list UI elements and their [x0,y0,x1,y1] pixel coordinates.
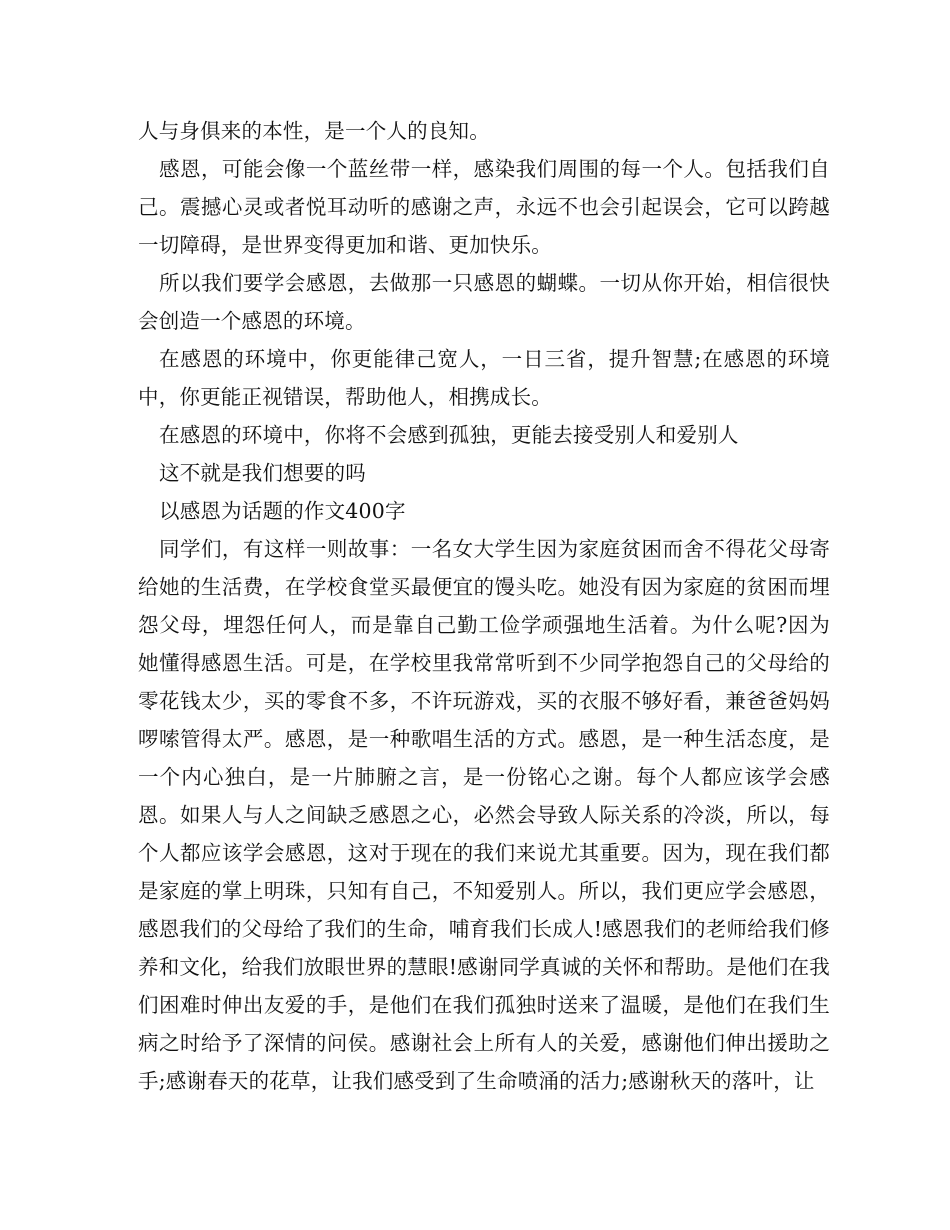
paragraph-6: 这不就是我们想要的吗 [159,461,366,485]
section-heading: 以感恩为话题的作文400字 [159,499,406,523]
paragraph-4: 在感恩的环境中，你更能律己宽人，一日三省，提升智慧;在感恩的环境中，你更能正视错误，帮助他人，相携成长。 [138,347,830,409]
paragraph-1: 人与身俱来的本性，是一个人的良知。 [138,119,490,143]
document-body [138,112,830,1100]
paragraph-5: 在感恩的环境中，你将不会感到孤独，更能去接受别人和爱别人 [159,423,739,447]
paragraph-7: 同学们，有这样一则故事：一名女大学生因为家庭贫困而舍不得花父母寄给她的生活费，在学校食堂买最便宜的馒头吃。她没有因为家庭的贫困而埋怨父母，埋怨任何人，而是靠自己勤工俭学顽强地生活着。为什么呢?因为她懂得感恩生活。可是，在学校里我常常听到不少同学抱怨自己的父母给的零花钱太少，买的零食不多，不许玩游戏，买的衣服不够好看，兼爸爸妈妈啰嗦管得太严。感恩，是一种歌唱生活的方式。感恩，是一种生活态度，是一个内心独白，是一片肺腑之言，是一份铭心之谢。每个人都应该学会感恩。如果人与人之间缺乏感恩之心，必然会导致人际关系的冷淡，所以，每个人都应该学会感恩，这对于现在的我们来说尤其重要。因为，现在我们都是家庭的掌上明珠，只知有自己，不知爱别人。所以，我们更应学会感恩，感恩我们的父母给了我们的生命，哺育我们长成人!感恩我们的老师给我们修养和文化，给我们放眼世界的慧眼!感谢同学真诚的关怀和帮助。是他们在我们困难时伸出友爱的手，是他们在我们孤独时送来了温暖，是他们在我们生病之时给予了深情的问侯。感谢社会上所有人的关爱，感谢他们伸出援助之手;感谢春天的花草，让我们感受到了生命喷涌的活力;感谢秋天的落叶，让 [138,537,830,1093]
paragraph-2: 感恩，可能会像一个蓝丝带一样，感染我们周围的每一个人。包括我们自己。震撼心灵或者悦耳动听的感谢之声，永远不也会引起误会，它可以跨越一切障碍，是世界变得更加和谐、更加快乐。 [138,157,830,257]
paragraph-3: 所以我们要学会感恩，去做那一只感恩的蝴蝶。一切从你开始，相信很快会创造一个感恩的环境。 [138,271,830,333]
